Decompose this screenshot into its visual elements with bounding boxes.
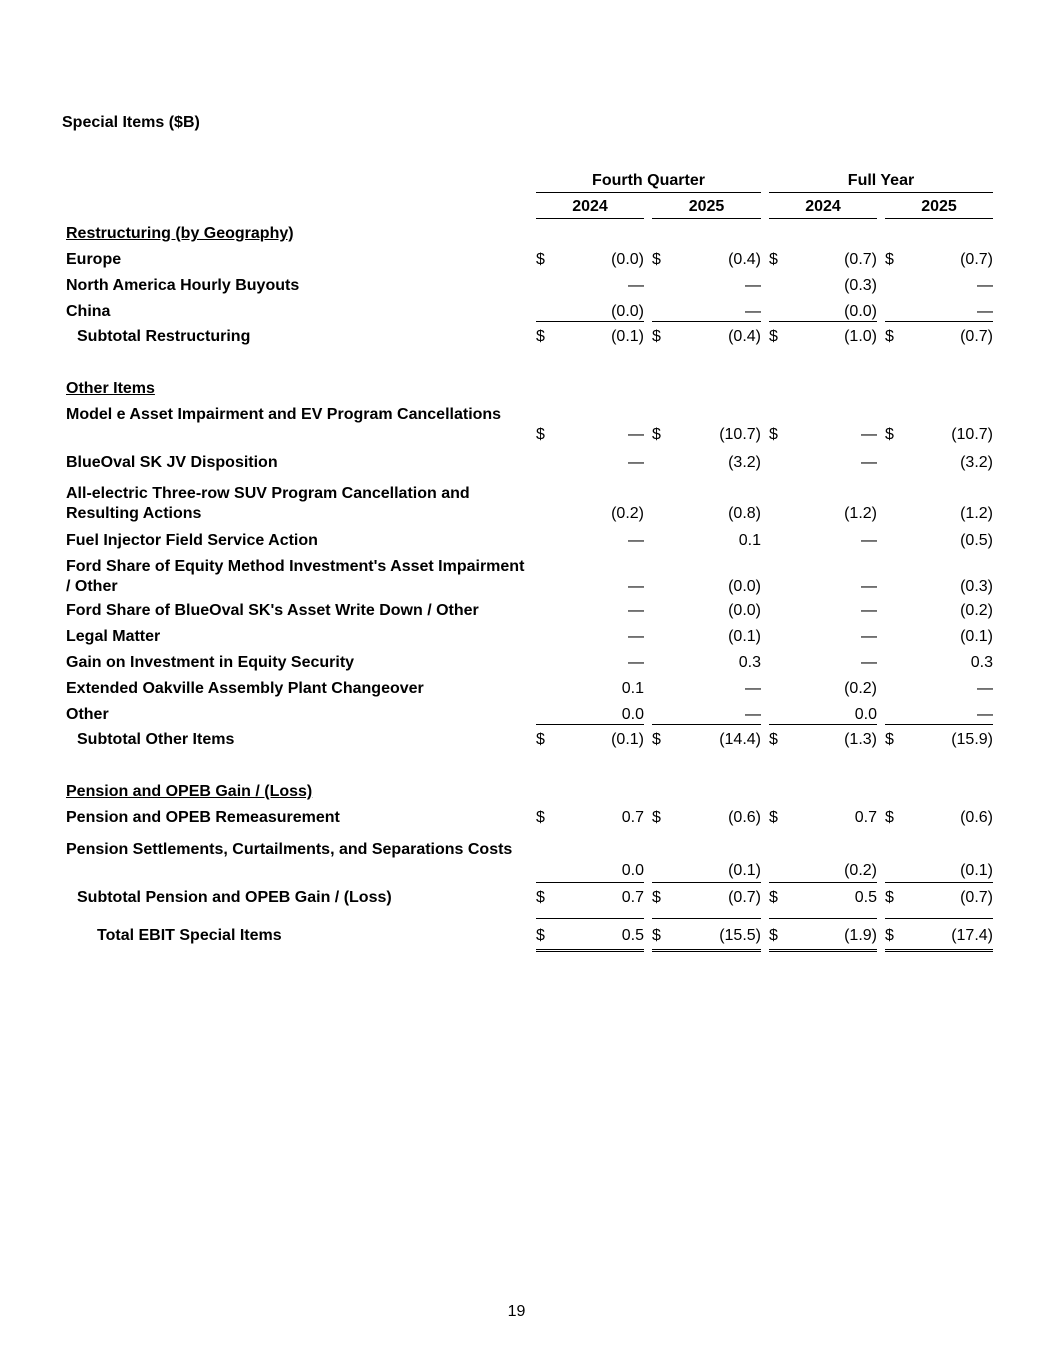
value: (0.0) [844, 303, 877, 320]
value-cell [885, 627, 993, 647]
value: 0.0 [621, 862, 644, 879]
value-cell [885, 327, 993, 347]
value-cell [769, 453, 877, 473]
value: (0.7) [960, 251, 993, 268]
value-cell [536, 926, 644, 946]
value-cell [652, 453, 761, 473]
value-cell [536, 425, 644, 445]
underline [769, 882, 877, 883]
value: 0.5 [854, 889, 877, 906]
value-cell [652, 888, 761, 908]
double-underline [769, 949, 877, 952]
value-cell [536, 730, 644, 750]
value: — [628, 578, 644, 595]
value-cell [536, 705, 644, 725]
value: — [628, 532, 644, 549]
value: (1.2) [960, 505, 993, 522]
header-year-fy-2024: 2024 [769, 198, 877, 219]
currency-symbol: $ [536, 328, 545, 345]
underline [652, 724, 761, 725]
value: (0.7) [960, 328, 993, 345]
currency-symbol: $ [536, 426, 545, 443]
currency-symbol: $ [536, 809, 545, 826]
currency-symbol: $ [769, 809, 778, 826]
value: — [977, 680, 993, 697]
value-cell [536, 302, 644, 322]
value-cell [536, 808, 644, 828]
row-label: Legal Matter [66, 628, 161, 645]
value-cell [652, 504, 761, 524]
row-label: BlueOval SK JV Disposition [66, 454, 278, 471]
value-cell [885, 250, 993, 270]
value: 0.5 [621, 927, 644, 944]
value: (0.1) [728, 862, 761, 879]
value-cell [536, 531, 644, 551]
row-label: Other [66, 706, 109, 723]
value-cell [536, 601, 644, 621]
value-cell [652, 808, 761, 828]
currency-symbol: $ [652, 809, 661, 826]
value-cell [885, 808, 993, 828]
subtotal-label: Subtotal Other Items [77, 731, 235, 748]
row-label: Pension and OPEB Remeasurement [66, 809, 340, 826]
value: 0.3 [970, 654, 993, 671]
underline [652, 321, 761, 322]
underline [536, 882, 644, 883]
value-cell [652, 250, 761, 270]
value-cell [536, 679, 644, 699]
currency-symbol: $ [536, 731, 545, 748]
value: (0.7) [728, 889, 761, 906]
value-cell [769, 679, 877, 699]
value-cell [652, 531, 761, 551]
value: — [745, 277, 761, 294]
value: (0.3) [844, 277, 877, 294]
row-label: Model e Asset Impairment and EV Program Cancellations [66, 406, 502, 423]
section-title: Restructuring (by Geography) [66, 225, 294, 242]
value: (1.2) [844, 505, 877, 522]
currency-symbol: $ [652, 251, 661, 268]
value: (0.3) [960, 578, 993, 595]
value: (1.3) [844, 731, 877, 748]
value-cell [652, 601, 761, 621]
currency-symbol: $ [652, 328, 661, 345]
value-cell [769, 926, 877, 946]
value-cell [885, 653, 993, 673]
value: — [628, 454, 644, 471]
value-cell [652, 730, 761, 750]
value-cell [769, 577, 877, 597]
underline [769, 724, 877, 725]
value-cell [769, 531, 877, 551]
value: (14.4) [719, 731, 761, 748]
value-cell [536, 453, 644, 473]
value: 0.7 [854, 809, 877, 826]
value: (0.1) [611, 328, 644, 345]
currency-symbol: $ [536, 927, 545, 944]
value-cell [536, 577, 644, 597]
value-cell [885, 531, 993, 551]
row-label: Ford Share of Equity Method Investment's Asset Impairment / Other [66, 558, 525, 595]
value-cell [885, 302, 993, 322]
value-cell [885, 705, 993, 725]
value-cell [769, 705, 877, 725]
currency-symbol: $ [652, 927, 661, 944]
section-title: Other Items [66, 380, 155, 397]
value: (0.2) [611, 505, 644, 522]
value: — [861, 654, 877, 671]
value-cell [652, 653, 761, 673]
value: — [861, 454, 877, 471]
value: — [628, 277, 644, 294]
value: (10.7) [951, 426, 993, 443]
value: (1.0) [844, 328, 877, 345]
value: — [861, 532, 877, 549]
value-cell [536, 653, 644, 673]
currency-symbol: $ [885, 809, 894, 826]
value: (0.1) [960, 862, 993, 879]
value: (0.5) [960, 532, 993, 549]
currency-symbol: $ [652, 889, 661, 906]
header-full-year: Full Year [769, 172, 993, 193]
value: (0.2) [960, 602, 993, 619]
underline [652, 882, 761, 883]
value: (0.0) [728, 578, 761, 595]
currency-symbol: $ [769, 731, 778, 748]
value: — [861, 628, 877, 645]
value-cell [652, 302, 761, 322]
currency-symbol: $ [652, 426, 661, 443]
value: (0.2) [844, 680, 877, 697]
row-label: Europe [66, 251, 122, 268]
value-cell [769, 425, 877, 445]
currency-symbol: $ [769, 927, 778, 944]
value-cell [652, 627, 761, 647]
value: — [628, 426, 644, 443]
value: 0.7 [621, 889, 644, 906]
value-cell [885, 425, 993, 445]
value: 0.7 [621, 809, 644, 826]
underline [769, 321, 877, 322]
value: — [861, 602, 877, 619]
value: (0.8) [728, 505, 761, 522]
value: — [628, 628, 644, 645]
underline [885, 918, 993, 919]
value: (1.9) [844, 927, 877, 944]
value-cell [885, 276, 993, 296]
subtotal-label: Subtotal Restructuring [77, 328, 251, 345]
value-cell [885, 601, 993, 621]
value-cell [652, 276, 761, 296]
value-cell [652, 425, 761, 445]
value: (0.1) [728, 628, 761, 645]
value: — [745, 303, 761, 320]
value: (17.4) [951, 927, 993, 944]
page-title: Special Items ($B) [62, 114, 200, 131]
value-cell [885, 730, 993, 750]
value-cell [885, 926, 993, 946]
value-cell [769, 276, 877, 296]
total-label: Total EBIT Special Items [97, 927, 282, 944]
value-cell [652, 861, 761, 881]
value: (0.7) [960, 889, 993, 906]
value-cell [536, 250, 644, 270]
currency-symbol: $ [885, 328, 894, 345]
currency-symbol: $ [536, 251, 545, 268]
underline [652, 918, 761, 919]
currency-symbol: $ [885, 927, 894, 944]
value: (15.5) [719, 927, 761, 944]
value: — [861, 426, 877, 443]
row-label: North America Hourly Buyouts [66, 277, 300, 294]
header-year-q4-2024: 2024 [536, 198, 644, 219]
value-cell [536, 888, 644, 908]
value-cell [885, 888, 993, 908]
value: — [977, 303, 993, 320]
value: (0.4) [728, 251, 761, 268]
row-label: All-electric Three-row SUV Program Cancellation and Resulting Actions [66, 485, 470, 522]
value-cell [536, 276, 644, 296]
value: (0.0) [611, 251, 644, 268]
row-label: Extended Oakville Assembly Plant Changeover [66, 680, 424, 697]
currency-symbol: $ [885, 251, 894, 268]
currency-symbol: $ [769, 328, 778, 345]
currency-symbol: $ [885, 426, 894, 443]
header-year-q4-2025: 2025 [652, 198, 761, 219]
value-cell [652, 327, 761, 347]
value: — [745, 706, 761, 723]
value-cell [769, 327, 877, 347]
double-underline [885, 949, 993, 952]
currency-symbol: $ [885, 889, 894, 906]
value: — [628, 602, 644, 619]
value-cell [769, 250, 877, 270]
value-cell [769, 601, 877, 621]
value-cell [885, 504, 993, 524]
header-fourth-quarter: Fourth Quarter [536, 172, 761, 193]
row-label: Pension Settlements, Curtailments, and Separations Costs [66, 841, 513, 858]
value-cell [652, 577, 761, 597]
underline [536, 321, 644, 322]
value: (10.7) [719, 426, 761, 443]
value: (0.0) [728, 602, 761, 619]
page-number: 19 [507, 1303, 526, 1320]
value: — [977, 706, 993, 723]
value-cell [885, 453, 993, 473]
value-cell [536, 627, 644, 647]
value: (0.2) [844, 862, 877, 879]
value: (15.9) [951, 731, 993, 748]
double-underline [652, 949, 761, 952]
header-year-fy-2025: 2025 [885, 198, 993, 219]
value: (0.7) [844, 251, 877, 268]
value: (0.6) [960, 809, 993, 826]
value: 0.1 [621, 680, 644, 697]
value-cell [652, 705, 761, 725]
value-cell [536, 504, 644, 524]
underline [885, 882, 993, 883]
underline [536, 724, 644, 725]
value: — [745, 680, 761, 697]
value: (3.2) [728, 454, 761, 471]
underline [885, 321, 993, 322]
value: (0.4) [728, 328, 761, 345]
value: 0.1 [738, 532, 761, 549]
currency-symbol: $ [769, 426, 778, 443]
row-label: Fuel Injector Field Service Action [66, 532, 318, 549]
value: — [977, 277, 993, 294]
value-cell [652, 679, 761, 699]
row-label: Ford Share of BlueOval SK's Asset Write Down / Other [66, 602, 479, 619]
value-cell [536, 327, 644, 347]
value: — [628, 654, 644, 671]
value-cell [885, 577, 993, 597]
value-cell [769, 302, 877, 322]
value: (0.0) [611, 303, 644, 320]
currency-symbol: $ [769, 251, 778, 268]
value: (0.6) [728, 809, 761, 826]
value: (3.2) [960, 454, 993, 471]
value: — [861, 578, 877, 595]
value-cell [652, 926, 761, 946]
underline [769, 918, 877, 919]
currency-symbol: $ [769, 889, 778, 906]
currency-symbol: $ [536, 889, 545, 906]
underline [536, 918, 644, 919]
value: 0.0 [621, 706, 644, 723]
value: (0.1) [611, 731, 644, 748]
value-cell [769, 888, 877, 908]
value-cell [769, 808, 877, 828]
row-label: Gain on Investment in Equity Security [66, 654, 355, 671]
value: (0.1) [960, 628, 993, 645]
value-cell [769, 504, 877, 524]
double-underline [536, 949, 644, 952]
value-cell [885, 679, 993, 699]
value: 0.3 [738, 654, 761, 671]
currency-symbol: $ [885, 731, 894, 748]
value-cell [769, 861, 877, 881]
value-cell [769, 653, 877, 673]
underline [885, 724, 993, 725]
section-title: Pension and OPEB Gain / (Loss) [66, 783, 313, 800]
value-cell [885, 861, 993, 881]
subtotal-label: Subtotal Pension and OPEB Gain / (Loss) [77, 889, 392, 906]
value: 0.0 [854, 706, 877, 723]
value-cell [536, 861, 644, 881]
value-cell [769, 627, 877, 647]
row-label: China [66, 303, 111, 320]
currency-symbol: $ [652, 731, 661, 748]
value-cell [769, 730, 877, 750]
